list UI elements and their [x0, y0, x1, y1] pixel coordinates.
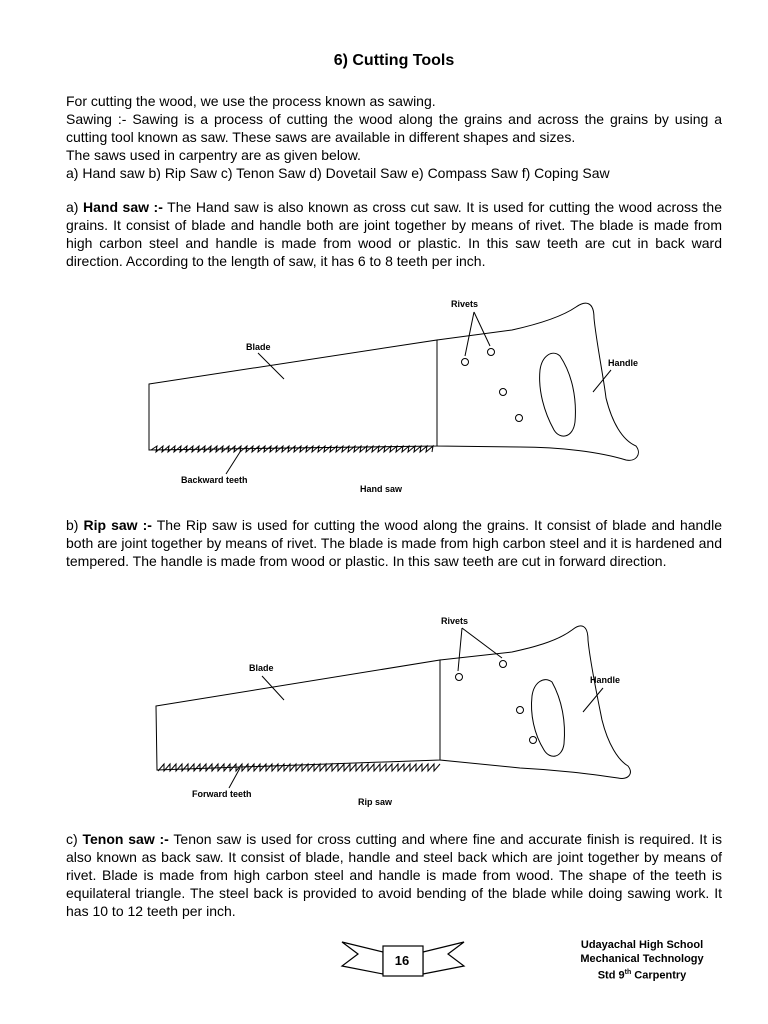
rip-rivet-3 — [517, 707, 524, 714]
hand-saw-handle — [437, 303, 638, 460]
std-suffix: Carpentry — [631, 969, 687, 982]
footer-school-info — [572, 938, 712, 983]
rip-saw-paragraph — [66, 516, 722, 570]
teeth-leader — [226, 452, 240, 474]
rip-rivets-leader-2 — [462, 628, 502, 658]
rivets-label: Rivets — [451, 299, 479, 309]
sawing-definition: Sawing :- Sawing is a process of cutting the wood along the grains and across the grains by using a cutting tool known as saw. These saws are available in different shapes and sizes. — [66, 111, 722, 145]
rip-rivets-leader-1 — [458, 628, 462, 671]
blade-label: Blade — [246, 342, 271, 352]
hand-saw-handle-grip-hole — [540, 353, 576, 436]
handle-label: Handle — [608, 358, 639, 368]
page-number: 16 — [394, 953, 410, 968]
rip-saw-forward-teeth — [158, 764, 440, 771]
rip-saw-blade — [156, 660, 440, 770]
rip-saw-body: The Rip saw is used for cutting the wood along the grains. It consist of blade and handle both are joint together by means of rivet. The blade is made from high carbon steel and it is hardened and tempered. The handle is made from wood or plastic. In this saw teeth are cut in forward direction. — [66, 517, 722, 569]
hand-saw-body: The Hand saw is also known as cross cut saw. It is used for cutting the wood across the grains. It consist of blade and handle both are joint together by means of rivet. The blade is made from high carbon steel and handle is made from wood or plastic. In this saw teeth are cut in back ward direction. According to the length of saw, it has 6 to 8 teeth per inch. — [66, 199, 722, 269]
rip-handle-leader — [583, 688, 603, 712]
rip-teeth-leader — [229, 768, 240, 788]
hand-saw-heading: Hand saw :- — [83, 199, 163, 215]
rip-saw-caption: Rip saw — [358, 797, 393, 807]
saw-types-list: a) Hand saw b) Rip Saw c) Tenon Saw d) Dovetail Saw e) Compass Saw f) Coping Saw — [66, 165, 610, 181]
std-prefix: Std 9 — [597, 969, 625, 982]
rivets-leader-1 — [465, 312, 474, 356]
rip-saw-heading: Rip saw :- — [83, 517, 152, 533]
backward-teeth-label: Backward teeth — [181, 475, 248, 485]
rip-rivet-1 — [456, 674, 463, 681]
rip-rivet-2 — [500, 661, 507, 668]
handle-leader — [593, 370, 611, 392]
hand-saw-backward-teeth — [151, 446, 433, 452]
intro-paragraph — [66, 92, 722, 182]
rip-rivet-4 — [530, 737, 537, 744]
banner-ribbon-left — [342, 942, 383, 974]
hand-saw-paragraph — [66, 198, 722, 270]
rivets-leader-2 — [474, 312, 490, 346]
forward-teeth-label: Forward teeth — [192, 789, 252, 799]
rip-rivets-label: Rivets — [441, 616, 469, 626]
rip-blade-label: Blade — [249, 663, 274, 673]
rivet-1 — [462, 359, 469, 366]
standard-info — [572, 966, 712, 983]
tenon-saw-body: Tenon saw is used for cross cutting and where fine and accurate finish is required. It is also known as back saw. It consist of blade, handle and steel back which are joint together by means of rivet. Blade is made from high carbon steel and handle is made from wood. The shape of the teeth is equilateral triangle. The steel back is provided to avoid bending of the blade while doing sawing work. It has 10 to 12 teeth per inch. — [66, 831, 722, 919]
rip-saw-prefix: b) — [66, 517, 84, 533]
tenon-saw-prefix: c) — [66, 831, 83, 847]
intro-line-3: The saws used in carpentry are as given below. — [66, 147, 361, 163]
subject-name: Mechanical Technology — [580, 953, 704, 965]
blade-leader — [258, 353, 284, 379]
rivet-3 — [500, 389, 507, 396]
banner-ribbon-right — [423, 942, 464, 974]
rivet-2 — [488, 349, 495, 356]
page-title: 6) Cutting Tools — [333, 52, 455, 69]
school-name: Udayachal High School — [580, 939, 704, 951]
std-superscript: th — [624, 969, 632, 976]
rip-saw-handle — [440, 626, 630, 778]
hand-saw-prefix: a) — [66, 199, 83, 215]
rivet-4 — [516, 415, 523, 422]
hand-saw-caption: Hand saw — [360, 484, 403, 494]
rip-saw-handle-grip-hole — [532, 680, 565, 757]
rip-blade-leader — [262, 676, 284, 700]
intro-line-1: For cutting the wood, we use the process known as sawing. — [66, 93, 436, 109]
tenon-saw-paragraph — [66, 830, 722, 920]
tenon-saw-heading: Tenon saw :- — [82, 831, 169, 847]
rip-handle-label: Handle — [590, 675, 621, 685]
hand-saw-blade — [149, 340, 437, 450]
